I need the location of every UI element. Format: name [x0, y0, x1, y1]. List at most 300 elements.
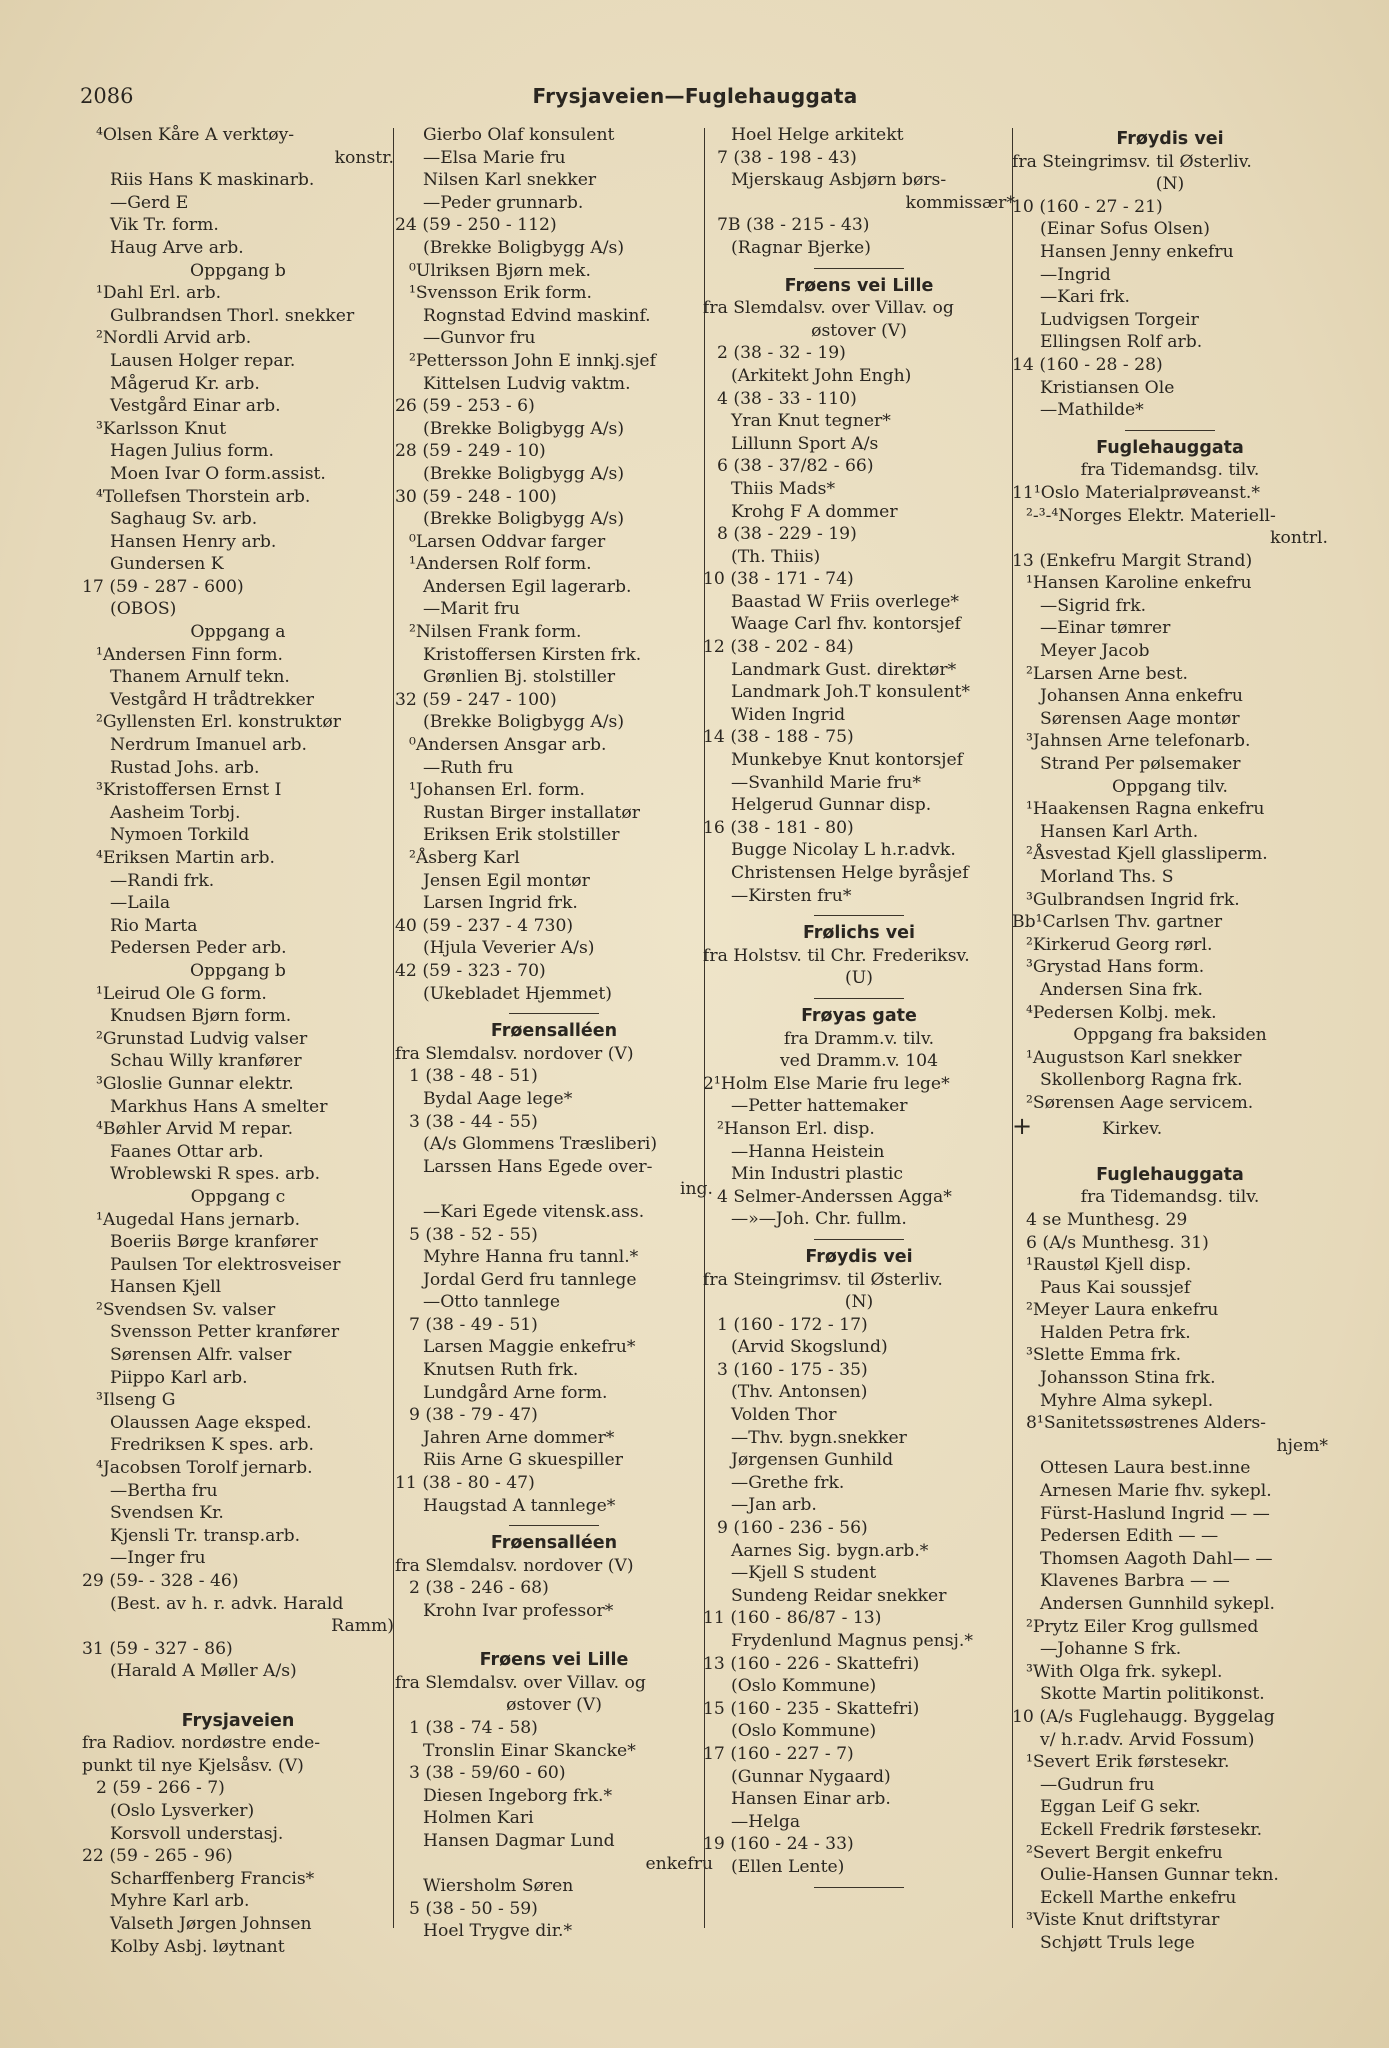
- directory-entry: 10 (160 - 27 - 21): [1012, 196, 1163, 217]
- street-heading: Frøydis vei: [805, 1246, 913, 1267]
- directory-entry: Thiis Mads*: [731, 478, 836, 499]
- directory-entry: 3 (38 - 59/60 - 60): [409, 1763, 566, 1784]
- directory-entry: 9 (38 - 79 - 47): [409, 1405, 538, 1426]
- section-separator: [1125, 430, 1215, 431]
- directory-entry: Haug Arve arb.: [110, 237, 244, 258]
- directory-entry: ²Larsen Arne best.: [1026, 663, 1188, 684]
- directory-entry: (A/s Glommens Træsliberi): [423, 1134, 658, 1155]
- directory-entry: Wiersholm Søren: [423, 1876, 574, 1897]
- directory-entry: —»—Joh. Chr. fullm.: [731, 1209, 907, 1230]
- directory-entry: ²Åsvestad Kjell glassliperm.: [1026, 844, 1268, 865]
- directory-entry: ⁴Olsen Kåre A verktøy-: [96, 125, 295, 145]
- directory-entry: Gierbo Olaf konsulent: [423, 125, 615, 145]
- directory-entry: Arnesen Marie fhv. sykepl.: [1040, 1481, 1272, 1502]
- cross-street-label: Kirkev.: [1102, 1118, 1163, 1138]
- directory-entry: (Oslo Kommune): [731, 1721, 877, 1742]
- directory-entry: —Svanhild Marie fru*: [731, 772, 921, 793]
- directory-entry: ²Grunstad Ludvig valser: [96, 1028, 308, 1049]
- directory-entry: Hansen Jenny enkefru: [1040, 241, 1234, 262]
- directory-entry: ²Nordli Arvid arb.: [96, 328, 252, 349]
- directory-entry: 11 (160 - 86/87 - 13): [703, 1608, 882, 1629]
- directory-entry: Olaussen Aage eksped.: [110, 1412, 312, 1433]
- directory-entry: Knudsen Bjørn form.: [110, 1006, 292, 1027]
- directory-entry: —Jan arb.: [731, 1495, 817, 1516]
- directory-entry: 17 (59 - 287 - 600): [82, 576, 244, 597]
- directory-entry: Fredriksen K spes. arb.: [110, 1435, 314, 1456]
- directory-entry: ²Kirkerud Georg rørl.: [1026, 934, 1213, 955]
- directory-entry: (OBOS): [110, 599, 177, 620]
- directory-entry: 1 (38 - 48 - 51): [409, 1066, 538, 1087]
- directory-entry: Faanes Ottar arb.: [110, 1141, 264, 1162]
- directory-entry: (Harald A Møller A/s): [110, 1661, 297, 1682]
- directory-entry: Andersen Sina frk.: [1040, 979, 1203, 1000]
- directory-entry: Skotte Martin politikonst.: [1040, 1684, 1265, 1705]
- directory-entry: Min Industri plastic: [731, 1164, 904, 1185]
- directory-entry: Haugstad A tannlege*: [423, 1495, 616, 1516]
- directory-entry: Thomsen Aagoth Dahl— —: [1040, 1548, 1273, 1569]
- directory-entry: ⁴Eriksen Martin arb.: [96, 848, 276, 868]
- directory-entry: 14 (160 - 28 - 28): [1012, 354, 1163, 375]
- directory-entry: [82, 1683, 394, 1706]
- directory-entry: 1 (38 - 74 - 58): [409, 1717, 538, 1738]
- directory-entry: Wroblewski R spes. arb.: [110, 1164, 321, 1185]
- directory-entry: ²Prytz Eiler Krog gullsmed: [1026, 1616, 1259, 1637]
- street-description: fra Tidemandsg. tilv.: [1080, 1187, 1260, 1208]
- directory-entry: 10 (38 - 171 - 74): [703, 569, 854, 590]
- directory-entry: Sørensen Alfr. valser: [110, 1345, 292, 1366]
- directory-entry: fra Steingrimsv. til Østerliv.: [1012, 151, 1252, 172]
- directory-entry: Aarnes Sig. bygn.arb.*: [731, 1540, 929, 1561]
- directory-entry: fra Holstsv. til Chr. Frederiksv.: [703, 945, 970, 966]
- section-separator: [814, 1887, 904, 1888]
- street-heading: Frøensalléen: [490, 1533, 618, 1554]
- street-heading: Frøyas gate: [801, 1005, 917, 1026]
- directory-entry: 8 (38 - 229 - 19): [717, 524, 857, 545]
- directory-entry: (Einar Sofus Olsen): [1040, 219, 1210, 240]
- directory-entry: ⁴Bøhler Arvid M repar.: [96, 1119, 294, 1140]
- directory-entry: ³Gloslie Gunnar elektr.: [96, 1073, 294, 1094]
- directory-entry: Baastad W Friis overlege*: [731, 591, 959, 612]
- directory-entry: Kolby Asbj. løytnant: [110, 1936, 285, 1957]
- directory-entry: Sørensen Aage montør: [1040, 708, 1240, 729]
- street-heading: Frøens vei Lille: [479, 1650, 629, 1671]
- directory-entry: ⁰Larsen Oddvar farger: [409, 531, 606, 552]
- street-description: fra Dramm.v. tilv.: [783, 1028, 935, 1049]
- directory-entry: (Ellen Lente): [731, 1856, 845, 1877]
- directory-entry: (Thv. Antonsen): [731, 1382, 868, 1403]
- directory-entry: Strand Per pølsemaker: [1040, 754, 1241, 775]
- directory-entry: ¹Dahl Erl. arb.: [96, 283, 222, 304]
- directory-entry: 10 (A/s Fuglehaugg. Byggelag: [1012, 1706, 1275, 1727]
- directory-entry: ¹Augedal Hans jernarb.: [96, 1209, 301, 1230]
- directory-entry: —Bertha fru: [110, 1480, 218, 1501]
- street-description: ved Dramm.v. 104: [779, 1051, 939, 1072]
- directory-entry: ³Slette Emma frk.: [1026, 1345, 1182, 1366]
- directory-entry: Andersen Egil lagerarb.: [423, 576, 632, 597]
- directory-entry: Gulbrandsen Thorl. snekker: [110, 305, 355, 326]
- directory-entry: fra Slemdalsv. nordover (V): [395, 1043, 634, 1064]
- street-heading: Frølichs vei: [802, 923, 916, 944]
- directory-entry: 29 (59- - 328 - 46): [82, 1571, 239, 1591]
- directory-entry: Lillunn Sport A/s: [731, 433, 879, 454]
- directory-entry: (Best. av h. r. advk. Harald: [110, 1593, 344, 1614]
- directory-entry: ⁰Ulriksen Bjørn mek.: [409, 260, 591, 281]
- section-separator: [509, 1525, 599, 1526]
- directory-entry: —Grethe frk.: [731, 1472, 845, 1493]
- directory-entry: (Brekke Boligbygg A/s): [423, 712, 625, 733]
- directory-entry: Vestgård H trådtrekker: [110, 689, 314, 710]
- directory-entry: ing.: [679, 1179, 713, 1200]
- directory-entry: ²Pettersson John E innkj.sjef: [409, 350, 656, 371]
- directory-entry: 13 (160 - 226 - Skattefri): [703, 1653, 920, 1674]
- directory-entry: —Kirsten fru*: [731, 885, 852, 906]
- directory-entry: Diesen Ingeborg frk.*: [423, 1785, 613, 1806]
- page-number: 2086: [80, 84, 134, 108]
- directory-entry: —Mathilde*: [1040, 400, 1144, 421]
- directory-entry: ²Svendsen Sv. valser: [96, 1299, 276, 1320]
- directory-entry: ²Nilsen Frank form.: [409, 622, 582, 643]
- directory-entry: —Gerd E: [110, 192, 189, 213]
- directory-entry: 6 (A/s Munthesg. 31): [1026, 1232, 1209, 1253]
- directory-entry: Grønlien Bj. stolstiller: [423, 667, 616, 688]
- directory-entry: ³Ilseng G: [96, 1390, 176, 1411]
- directory-entry: ¹Raustøl Kjell disp.: [1026, 1255, 1192, 1276]
- directory-entry: Waage Carl fhv. kontorsjef: [731, 614, 961, 635]
- directory-entry: ²Sørensen Aage servicem.: [1026, 1092, 1254, 1113]
- directory-entry: ¹Andersen Finn form.: [96, 644, 283, 665]
- directory-entry: Hansen Henry arb.: [110, 531, 277, 552]
- directory-entry: 4 (38 - 33 - 110): [717, 388, 857, 409]
- directory-entry: —Ruth fru: [423, 757, 514, 778]
- directory-entry: —Laila: [110, 893, 171, 914]
- directory-entry: Oulie-Hansen Gunnar tekn.: [1040, 1865, 1279, 1886]
- entrance-heading: Oppgang b: [190, 960, 286, 981]
- directory-entry: ³Grystad Hans form.: [1026, 957, 1205, 978]
- directory-entry: 6 (38 - 37/82 - 66): [717, 456, 874, 477]
- directory-entry: ²Hanson Erl. disp.: [717, 1118, 875, 1139]
- directory-entry: Skollenborg Ragna frk.: [1040, 1070, 1243, 1091]
- directory-entry: 14 (38 - 188 - 75): [703, 727, 854, 748]
- directory-entry: Eckell Fredrik førstesekr.: [1040, 1819, 1263, 1840]
- section-separator: [814, 268, 904, 269]
- directory-entry: fra Slemdalsv. over Villav. og: [703, 298, 954, 319]
- directory-entry: ²Severt Bergit enkefru: [1026, 1842, 1223, 1863]
- directory-entry: 2 (38 - 246 - 68): [409, 1578, 549, 1599]
- directory-entry: —Kari Egede vitensk.ass.: [423, 1201, 645, 1222]
- directory-entry: Hoel Helge arkitekt: [731, 125, 904, 145]
- directory-entry: Vestgård Einar arb.: [110, 396, 281, 417]
- directory-entry: 19 (160 - 24 - 33): [703, 1834, 854, 1855]
- directory-entry: fra Radiov. nordøstre ende-: [82, 1733, 321, 1754]
- directory-entry: 2¹Holm Else Marie fru lege*: [703, 1073, 950, 1094]
- directory-entry: —Einar tømrer: [1040, 618, 1171, 639]
- directory-entry: (Ukebladet Hjemmet): [423, 983, 612, 1004]
- street-heading: Frøens vei Lille: [784, 275, 934, 296]
- directory-entry: Mjerskaug Asbjørn børs-: [731, 170, 947, 191]
- directory-entry: ¹Hansen Karoline enkefru: [1026, 573, 1252, 594]
- directory-entry: 4 se Munthesg. 29: [1026, 1209, 1188, 1230]
- directory-entry: Korsvoll understasj.: [110, 1823, 284, 1844]
- directory-entry: 16 (38 - 181 - 80): [703, 817, 854, 838]
- directory-entry: Scharffenberg Francis*: [110, 1868, 315, 1889]
- directory-entry: ⁴Pedersen Kolbj. mek.: [1026, 1002, 1217, 1023]
- directory-entry: Boeriis Børge kranfører: [110, 1232, 318, 1253]
- directory-entry: ²Meyer Laura enkefru: [1026, 1300, 1219, 1321]
- directory-entry: Piippo Karl arb.: [110, 1367, 248, 1388]
- directory-entry: Kristiansen Ole: [1040, 377, 1175, 398]
- directory-entry: Svendsen Kr.: [110, 1503, 224, 1524]
- directory-entry: Hansen Karl Arth.: [1040, 821, 1199, 842]
- directory-entry: Aasheim Torbj.: [110, 802, 241, 823]
- directory-entry: v/ h.r.adv. Arvid Fossum): [1040, 1729, 1255, 1750]
- street-description: østover (V): [811, 320, 907, 341]
- directory-entry: Paus Kai soussjef: [1040, 1277, 1191, 1298]
- street-heading: Frysjaveien: [181, 1710, 295, 1731]
- directory-entry: —Randi frk.: [110, 870, 215, 891]
- directory-entry: Volden Thor: [731, 1405, 837, 1426]
- directory-entry: [1012, 1137, 1328, 1160]
- directory-entry: Hansen Kjell: [110, 1277, 222, 1298]
- street-description: (N): [844, 1292, 874, 1313]
- directory-entry: Christensen Helge byråsjef: [731, 863, 969, 883]
- directory-entry: 31 (59 - 327 - 86): [82, 1638, 233, 1659]
- directory-entry: 3 (38 - 44 - 55): [409, 1111, 538, 1132]
- directory-entry: Morland Ths. S: [1040, 867, 1174, 887]
- directory-entry: Ottesen Laura best.inne: [1040, 1458, 1251, 1479]
- directory-entry: Landmark Joh.T konsulent*: [731, 682, 971, 703]
- directory-entry: ³Gulbrandsen Ingrid frk.: [1026, 889, 1240, 910]
- directory-entry: Yran Knut tegner*: [731, 411, 891, 432]
- directory-column-2: [395, 124, 713, 1943]
- directory-entry: Johansen Anna enkefru: [1040, 686, 1243, 707]
- directory-entry: (Th. Thiis): [731, 546, 821, 567]
- directory-entry: fra Slemdalsv. over Villav. og: [395, 1672, 646, 1693]
- directory-entry: (Brekke Boligbygg A/s): [423, 463, 625, 484]
- directory-column-3: [703, 124, 1015, 1894]
- directory-entry: Ramm): [331, 1616, 394, 1637]
- directory-entry: (Oslo Kommune): [731, 1676, 877, 1697]
- directory-entry: Myhre Alma sykepl.: [1040, 1390, 1214, 1411]
- directory-entry: Kjensli Tr. transp.arb.: [110, 1525, 301, 1546]
- directory-entry: Jahren Arne dommer*: [423, 1427, 615, 1448]
- street-description: østover (V): [506, 1695, 602, 1716]
- entrance-heading: Oppgang tilv.: [1112, 776, 1228, 797]
- directory-entry: ¹Augustson Karl snekker: [1026, 1047, 1242, 1068]
- directory-entry: ²Åsberg Karl: [409, 848, 520, 868]
- directory-entry: —Marit fru: [423, 599, 520, 620]
- directory-entry: Schjøtt Truls lege: [1040, 1932, 1195, 1953]
- directory-entry: Markhus Hans A smelter: [110, 1096, 328, 1117]
- directory-entry: Bydal Aage lege*: [423, 1088, 573, 1109]
- directory-entry: ³Kristoffersen Ernst I: [96, 780, 282, 801]
- directory-entry: kontrl.: [1270, 528, 1328, 549]
- directory-entry: Halden Petra frk.: [1040, 1322, 1191, 1343]
- directory-entry: ³With Olga frk. sykepl.: [1026, 1661, 1223, 1682]
- directory-entry: 13 (Enkefru Margit Strand): [1012, 550, 1253, 571]
- directory-entry: Hagen Julius form.: [110, 441, 274, 462]
- directory-entry: Klavenes Barbra — —: [1040, 1571, 1230, 1592]
- entrance-heading: Oppgang a: [190, 622, 286, 643]
- directory-entry: Schau Willy kranfører: [110, 1051, 302, 1072]
- directory-entry: —Sigrid frk.: [1040, 595, 1147, 616]
- directory-entry: Svensson Petter kranfører: [110, 1322, 340, 1343]
- directory-column-1: [82, 124, 394, 1958]
- directory-entry: ¹Haakensen Ragna enkefru: [1026, 799, 1265, 820]
- directory-entry: 9 (160 - 236 - 56): [717, 1518, 868, 1539]
- directory-entry: Rognstad Edvind maskinf.: [423, 305, 651, 326]
- directory-entry: Andersen Gunnhild sykepl.: [1040, 1594, 1275, 1614]
- directory-entry: Riis Arne G skuespiller: [423, 1450, 623, 1471]
- directory-entry: Jørgensen Gunhild: [731, 1450, 894, 1471]
- directory-entry: Lausen Holger repar.: [110, 350, 296, 371]
- directory-entry: (Hjula Veverier A/s): [423, 938, 595, 959]
- directory-entry: (Arkitekt John Engh): [731, 365, 912, 386]
- street-heading: Frøensalléen: [490, 1021, 618, 1042]
- directory-entry: —Inger fru: [110, 1548, 206, 1569]
- directory-entry: 11 (38 - 80 - 47): [395, 1473, 535, 1494]
- directory-entry: Larsen Ingrid frk.: [423, 893, 578, 914]
- directory-entry: Rustad Johs. arb.: [110, 757, 260, 778]
- directory-entry: ³Jahnsen Arne telefonarb.: [1026, 731, 1251, 752]
- directory-entry: ¹Severt Erik førstesekr.: [1026, 1752, 1230, 1773]
- directory-entry: Frydenlund Magnus pensj.*: [731, 1631, 973, 1651]
- entrance-heading: Oppgang c: [190, 1186, 286, 1207]
- directory-entry: 12 (38 - 202 - 84): [703, 637, 854, 658]
- directory-entry: 15 (160 - 235 - Skattefri): [703, 1698, 920, 1719]
- directory-entry: 2 (38 - 32 - 19): [717, 343, 846, 364]
- directory-entry: Jensen Egil montør: [423, 870, 590, 891]
- directory-entry: —Kjell S student: [731, 1563, 877, 1584]
- directory-entry: Helgerud Gunnar disp.: [731, 795, 932, 816]
- directory-entry: 1 (160 - 172 - 17): [717, 1314, 868, 1335]
- directory-entry: Gundersen K: [110, 554, 224, 575]
- directory-entry: (Gunnar Nygaard): [731, 1766, 891, 1787]
- directory-entry: —Gudrun fru: [1040, 1774, 1155, 1795]
- directory-entry: Paulsen Tor elektrosveiser: [110, 1254, 341, 1275]
- directory-entry: 4 Selmer-Anderssen Agga*: [717, 1186, 952, 1207]
- entrance-heading: Oppgang b: [190, 260, 286, 281]
- directory-column-4: [1012, 124, 1328, 1955]
- directory-entry: Moen Ivar O form.assist.: [110, 463, 326, 484]
- directory-entry: punkt til nye Kjelsåsv. (V): [82, 1755, 304, 1776]
- directory-entry: ¹Leirud Ole G form.: [96, 983, 267, 1004]
- directory-entry: ³Viste Knut driftstyrar: [1026, 1910, 1220, 1931]
- directory-entry: hjem*: [1276, 1435, 1328, 1456]
- directory-entry: Bugge Nicolay L h.r.advk.: [731, 840, 956, 861]
- directory-entry: Ludvigsen Torgeir: [1040, 309, 1199, 330]
- directory-entry: (Brekke Boligbygg A/s): [423, 509, 625, 530]
- directory-entry: Valseth Jørgen Johnsen: [110, 1913, 312, 1934]
- street-heading: Fuglehauggata: [1096, 437, 1244, 458]
- street-description: (N): [1155, 174, 1185, 195]
- entrance-heading: Oppgang fra baksiden: [1073, 1025, 1267, 1046]
- directory-entry: Landmark Gust. direktør*: [731, 659, 957, 680]
- directory-entry: —Gunvor fru: [423, 328, 536, 349]
- section-separator: [814, 1239, 904, 1240]
- section-separator: [814, 998, 904, 999]
- directory-entry: Bb¹Carlsen Thv. gartner: [1012, 912, 1223, 933]
- directory-entry: Munkebye Knut kontorsjef: [731, 750, 964, 771]
- directory-entry: 42 (59 - 323 - 70): [395, 960, 546, 981]
- directory-entry: ³Karlsson Knut: [96, 418, 227, 439]
- directory-entry: Hoel Trygve dir.*: [423, 1921, 573, 1942]
- directory-entry: Rio Marta: [110, 915, 198, 936]
- directory-entry: Widen Ingrid: [731, 704, 846, 725]
- directory-entry: Hansen Einar arb.: [731, 1789, 891, 1810]
- directory-entry: 7 (38 - 49 - 51): [409, 1314, 538, 1335]
- directory-entry: 3 (160 - 175 - 35): [717, 1359, 868, 1380]
- directory-entry: ¹Johansen Erl. form.: [409, 780, 585, 801]
- directory-entry: 32 (59 - 247 - 100): [395, 689, 557, 710]
- directory-entry: Kristoffersen Kirsten frk.: [423, 644, 642, 665]
- directory-entry: Holmen Kari: [423, 1808, 534, 1829]
- directory-entry: 22 (59 - 265 - 96): [82, 1846, 233, 1867]
- directory-entry: —Peder grunnarb.: [423, 192, 584, 213]
- directory-entry: (Arvid Skogslund): [731, 1337, 888, 1358]
- page-title: Frysjaveien—Fuglehauggata: [532, 84, 858, 108]
- directory-entry: Pedersen Peder arb.: [110, 938, 287, 959]
- directory-entry: Lundgård Arne form.: [423, 1382, 608, 1403]
- directory-entry: ¹Andersen Rolf form.: [409, 554, 592, 575]
- cross-junction-icon: +: [1012, 1114, 1033, 1138]
- directory-entry: 2 (59 - 266 - 7): [96, 1778, 225, 1799]
- page-header: [80, 84, 1310, 114]
- directory-entry: —Otto tannlege: [423, 1292, 561, 1313]
- directory-entry: 8¹Sanitetssøstrenes Alders-: [1026, 1413, 1266, 1434]
- directory-entry: 5 (38 - 50 - 59): [409, 1898, 538, 1919]
- directory-entry: Hansen Dagmar Lund: [423, 1830, 615, 1851]
- directory-entry: enkefru: [645, 1853, 713, 1874]
- directory-entry: 30 (59 - 248 - 100): [395, 486, 557, 507]
- street-heading: Frøydis vei: [1116, 129, 1224, 149]
- directory-entry: ⁰Andersen Ansgar arb.: [409, 735, 607, 756]
- directory-entry: Eckell Marthe enkefru: [1040, 1887, 1237, 1908]
- directory-entry: (Oslo Lysverker): [110, 1800, 255, 1821]
- directory-entry: Krohn Ivar professor*: [423, 1601, 614, 1621]
- directory-entry: Thanem Arnulf tekn.: [110, 667, 290, 688]
- directory-entry: —Petter hattemaker: [731, 1096, 908, 1117]
- directory-entry: ²Gyllensten Erl. konstruktør: [96, 712, 341, 733]
- directory-entry: ⁴Jacobsen Torolf jernarb.: [96, 1458, 313, 1479]
- directory-entry: Nilsen Karl snekker: [423, 170, 597, 191]
- directory-entry: 28 (59 - 249 - 10): [395, 441, 546, 462]
- street-heading: Fuglehauggata: [1096, 1164, 1244, 1185]
- directory-entry: konstr.: [334, 147, 394, 168]
- directory-entry: (Brekke Boligbygg A/s): [423, 418, 625, 439]
- directory-entry: Kittelsen Ludvig vaktm.: [423, 373, 631, 394]
- directory-entry: Meyer Jacob: [1040, 641, 1150, 662]
- directory-entry: ²-³-⁴Norges Elektr. Materiell-: [1026, 505, 1276, 526]
- directory-entry: Myhre Hanna fru tannl.*: [423, 1247, 639, 1268]
- directory-entry: Nymoen Torkild: [110, 825, 250, 846]
- directory-entry: Riis Hans K maskinarb.: [110, 170, 315, 191]
- directory-entry: 24 (59 - 250 - 112): [395, 215, 557, 236]
- directory-entry: fra Steingrimsv. til Østerliv.: [703, 1269, 943, 1290]
- directory-entry: —Kari frk.: [1040, 287, 1130, 308]
- directory-entry: Pedersen Edith — —: [1040, 1526, 1219, 1547]
- directory-entry: 5 (38 - 52 - 55): [409, 1224, 538, 1245]
- directory-entry: Nerdrum Imanuel arb.: [110, 735, 308, 756]
- directory-entry: kommissær*: [905, 192, 1015, 213]
- section-separator: [814, 915, 904, 916]
- directory-entry: ¹Svensson Erik form.: [409, 283, 592, 304]
- directory-entry: Johansson Stina frk.: [1040, 1368, 1216, 1389]
- section-separator: [509, 1013, 599, 1014]
- directory-entry: Larssen Hans Egede over-: [423, 1156, 653, 1177]
- directory-entry: ⁴Tollefsen Thorstein arb.: [96, 486, 311, 507]
- directory-entry: Myhre Karl arb.: [110, 1891, 250, 1912]
- directory-entry: Saghaug Sv. arb.: [110, 509, 258, 530]
